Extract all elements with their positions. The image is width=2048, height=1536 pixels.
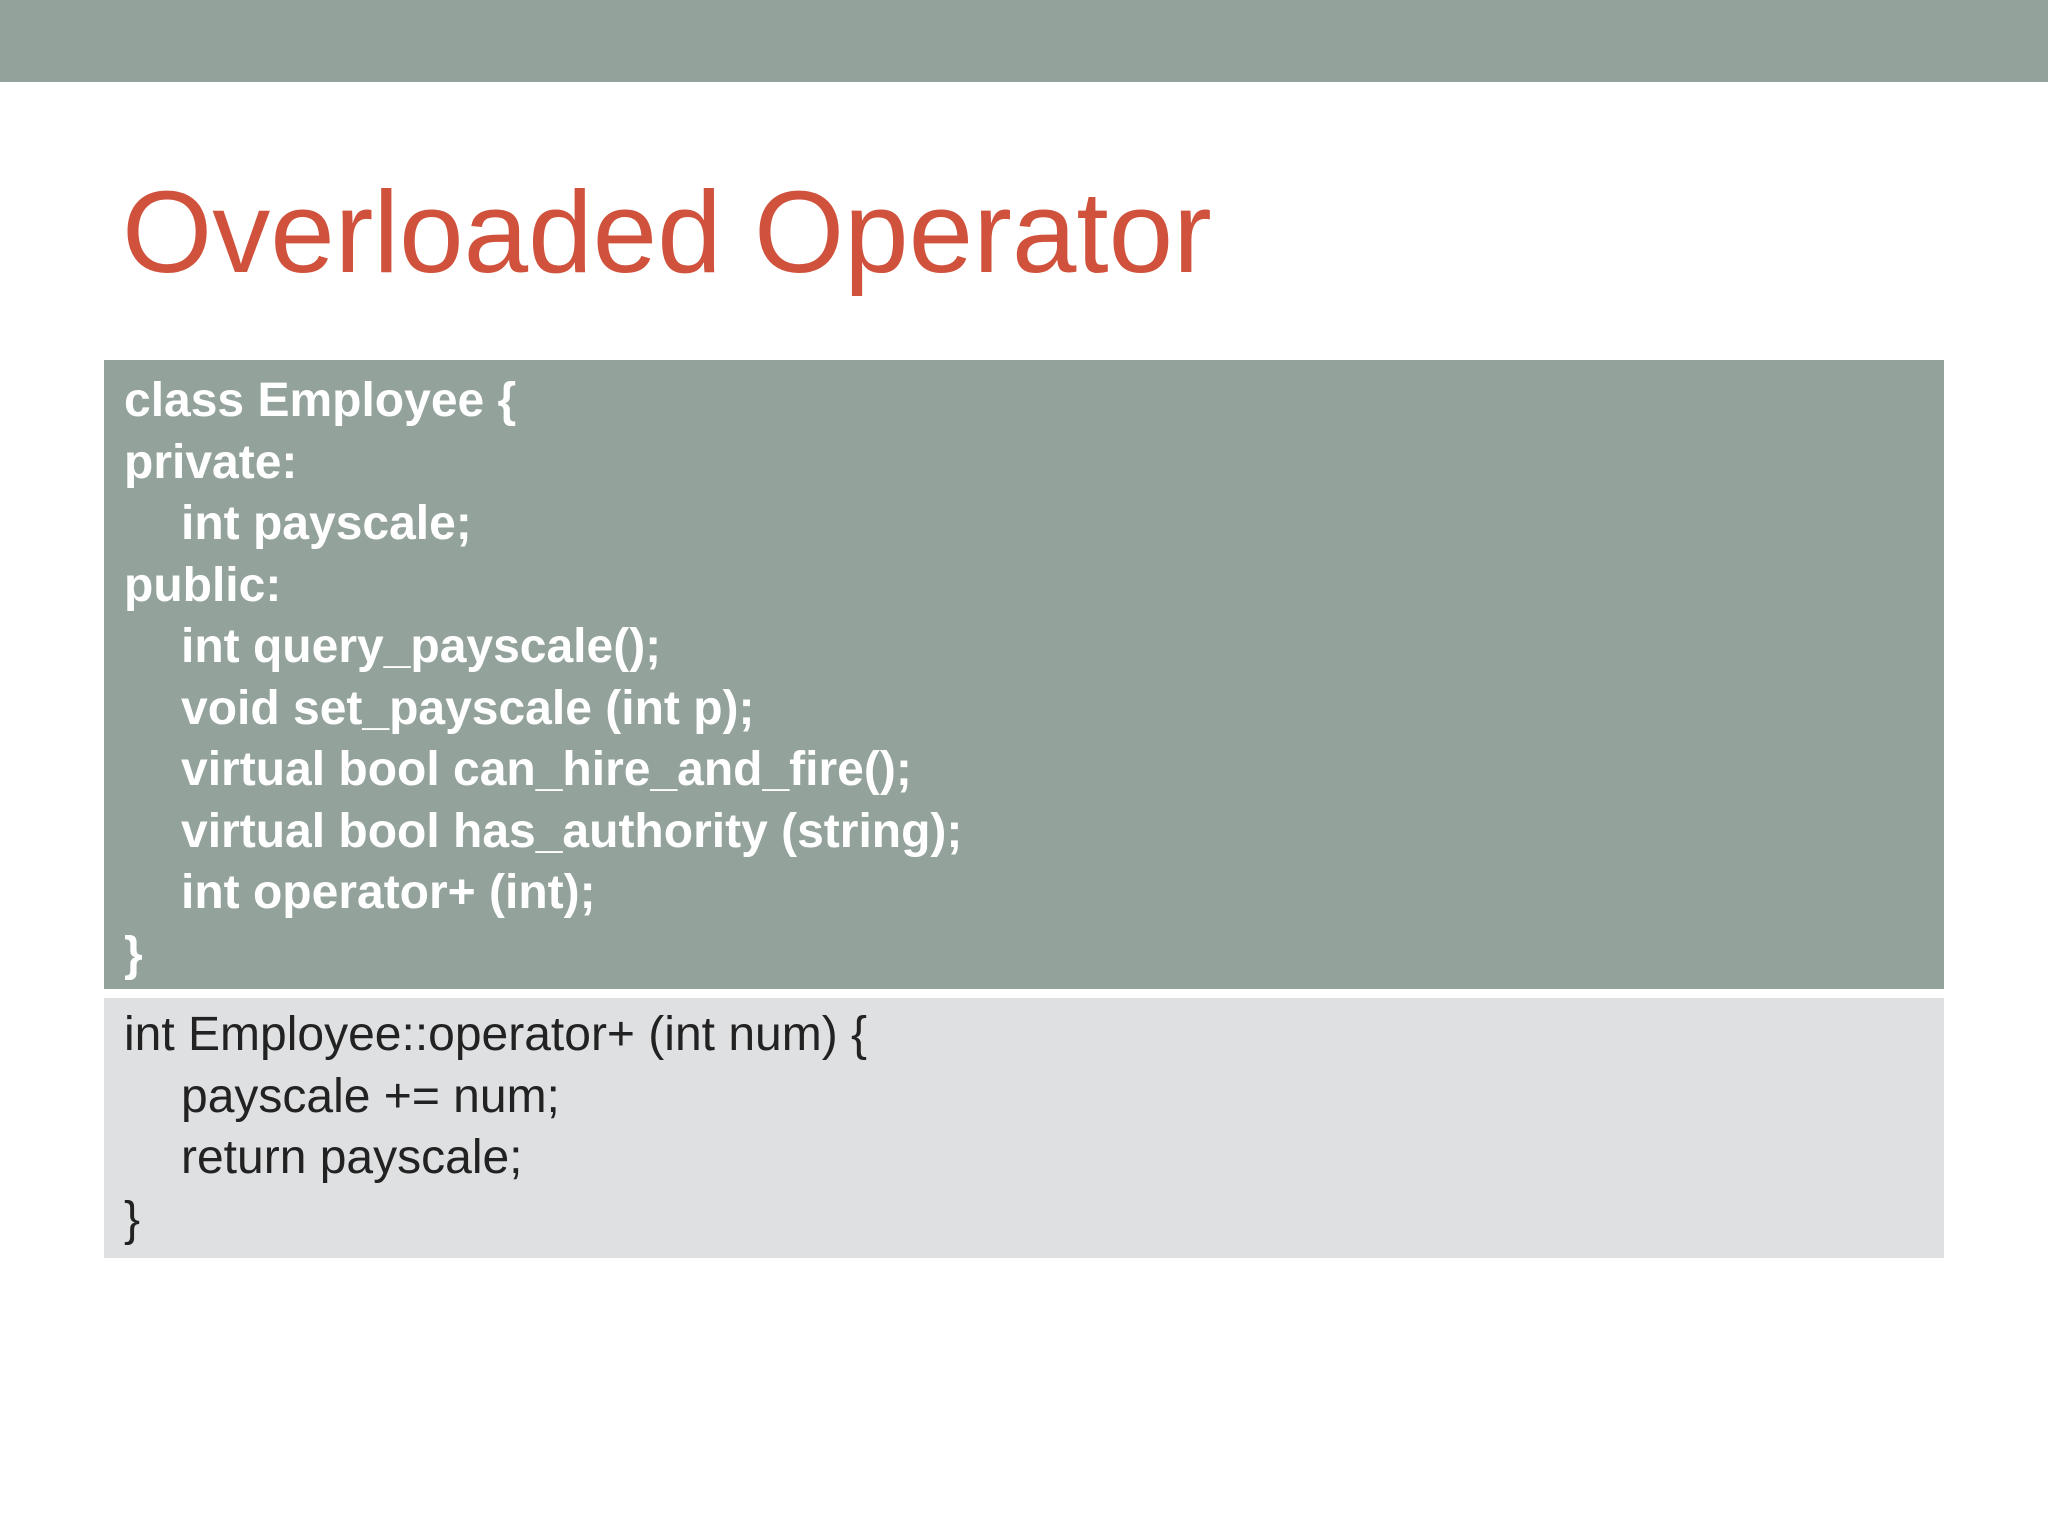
code-line-class-open: class Employee { <box>124 374 517 427</box>
code-line-private: private: <box>124 435 298 489</box>
top-header-band <box>0 0 2048 82</box>
code-line-class-close: } <box>124 927 143 981</box>
code-line-can-hire-and-fire: virtual bool can_hire_and_fire(); <box>181 743 912 796</box>
code-line-query-payscale: int query_payscale(); <box>181 620 662 673</box>
operator-implementation-code-block <box>104 998 1944 1258</box>
class-declaration-code-block <box>104 360 1944 989</box>
code-line-payscale-member: int payscale; <box>181 497 472 550</box>
code-line-operator-plus-def: int Employee::operator+ (int num) { <box>124 1008 868 1061</box>
code-line-payscale-increment: payscale += num; <box>181 1069 560 1123</box>
code-line-return-payscale: return payscale; <box>181 1131 523 1184</box>
code-line-public: public: <box>124 558 282 612</box>
code-line-has-authority: virtual bool has_authority (string); <box>181 804 963 858</box>
code-line-set-payscale: void set_payscale (int p); <box>181 681 755 735</box>
slide-title: Overloaded Operator <box>122 167 1212 297</box>
code-line-operator-plus-decl: int operator+ (int); <box>181 866 596 919</box>
code-line-function-close: } <box>124 1192 141 1246</box>
